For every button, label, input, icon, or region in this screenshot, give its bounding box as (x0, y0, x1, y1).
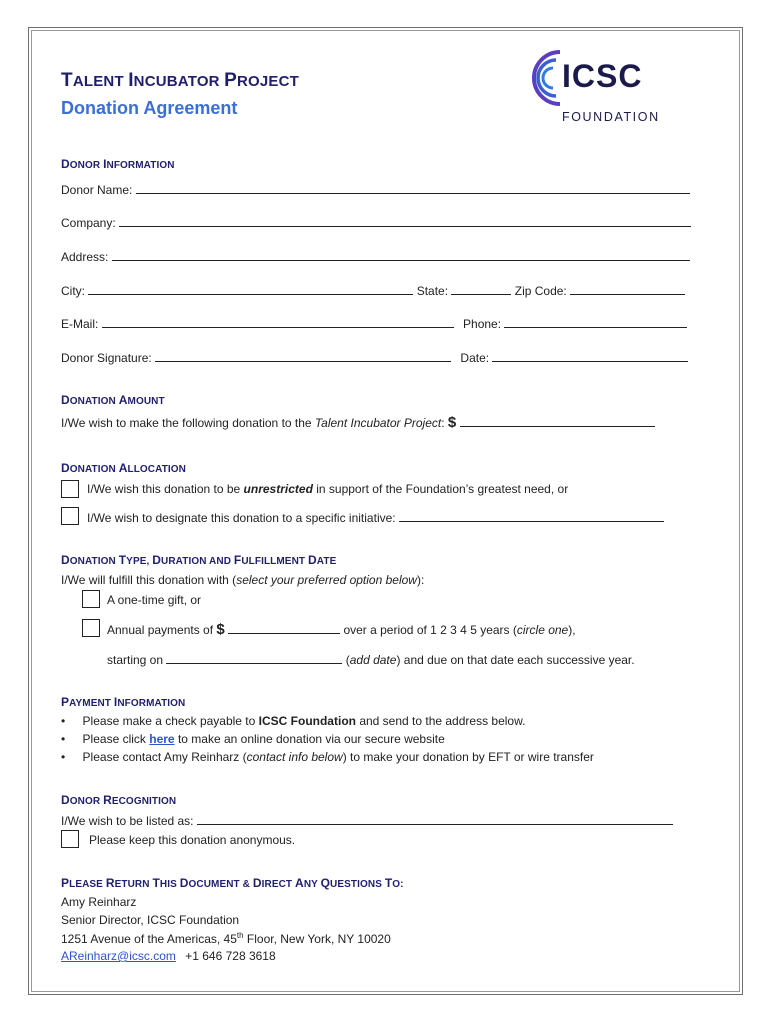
check-text-post: and send to the address below. (355, 714, 526, 728)
one-time-gift-checkbox[interactable] (82, 590, 100, 608)
start-date-post: ) and due on that date each successive year. (396, 653, 635, 667)
zip-label: Zip Code: (514, 284, 567, 298)
contact-email-link[interactable]: AReinharz@icsc.com (61, 949, 176, 963)
document-title: TALENT INCUBATOR PROJECT (61, 70, 300, 91)
logo-subtext: FOUNDATION (562, 110, 660, 124)
address-field[interactable] (112, 249, 690, 261)
address-post: Floor, New York, NY 10020 (243, 932, 391, 946)
annual-text-post: ), (568, 623, 576, 637)
donor-name-label: Donor Name: (61, 183, 133, 197)
email-row (61, 316, 687, 331)
signature-row (61, 350, 688, 365)
initiative-field[interactable] (399, 510, 664, 522)
donor-name-row (61, 182, 690, 197)
donor-info-heading: DONOR INFORMATION (61, 157, 175, 171)
eft-text-post: ) to make your donation by EFT or wire transfer (342, 750, 594, 764)
contact-note: contact info below (246, 750, 343, 764)
payee-name: ICSC Foundation (258, 714, 356, 728)
contact-role: Senior Director, ICSC Foundation (61, 913, 240, 927)
phone-label: Phone: (463, 317, 502, 331)
start-date-row (107, 652, 635, 667)
signature-field[interactable] (155, 350, 451, 362)
signature-label: Donor Signature: (61, 351, 152, 365)
project-name: Talent Incubator Project (314, 416, 442, 430)
city-field[interactable] (88, 283, 413, 295)
contact-name: Amy Reinharz (61, 895, 137, 909)
donor-name-field[interactable] (136, 182, 690, 194)
unrestricted-text-pre: I/We wish this donation to be (87, 482, 244, 496)
email-field[interactable] (102, 316, 454, 328)
annual-amount-field[interactable] (228, 622, 340, 634)
unrestricted-checkbox[interactable] (61, 480, 79, 498)
logo-text: ICSC (562, 58, 643, 94)
payment-bullet-eft (61, 750, 594, 764)
donation-amount-heading: DONATION AMOUNT (61, 393, 165, 407)
start-date-open-paren: ( (345, 653, 350, 667)
designate-text: I/We wish to designate this donation to a specific initiative: (87, 511, 396, 525)
contact-address (61, 931, 391, 946)
bullet-icon: • (61, 714, 66, 728)
company-row (61, 215, 691, 230)
donation-amount-text: I/We wish to make the following donation to the (61, 416, 315, 430)
donation-type-intro (61, 573, 424, 587)
annual-payments-row (107, 621, 576, 638)
listed-as-row (61, 813, 673, 828)
date-label: Date: (460, 351, 490, 365)
payment-bullet-check (61, 714, 525, 728)
donation-type-heading: DONATION TYPE, DURATION AND FULFILLMENT DATE (61, 553, 337, 567)
annual-payments-checkbox[interactable] (82, 619, 100, 637)
city-row (61, 283, 685, 298)
unrestricted-emphasis: unrestricted (243, 482, 313, 496)
address-row (61, 249, 690, 264)
check-text-pre: Please make a check payable to (82, 714, 259, 728)
contact-phone: +1 646 728 3618 (185, 949, 276, 963)
address-pre: 1251 Avenue of the Americas, 45 (61, 932, 237, 946)
add-date-note: add date (349, 653, 397, 667)
online-text-pre: Please click (82, 732, 150, 746)
zip-field[interactable] (570, 283, 685, 295)
city-label: City: (61, 284, 85, 298)
intro-pre: I/We will fulfill this donation with ( (61, 573, 237, 587)
designate-checkbox[interactable] (61, 507, 79, 525)
donation-amount-field[interactable] (460, 415, 655, 427)
payment-bullet-online (61, 732, 445, 746)
date-field[interactable] (492, 350, 688, 362)
anonymous-label: Please keep this donation anonymous. (89, 833, 296, 847)
document-subtitle: Donation Agreement (61, 98, 238, 118)
donation-amount-row (61, 414, 655, 431)
listed-as-field[interactable] (197, 813, 673, 825)
circle-one-note: circle one (516, 623, 569, 637)
donation-allocation-heading: DONATION ALLOCATION (61, 461, 186, 475)
start-date-label: starting on (107, 653, 167, 667)
dollar-sign: $ (447, 414, 457, 431)
company-field[interactable] (119, 215, 691, 227)
donor-recognition-heading: DONOR RECOGNITION (61, 793, 177, 807)
email-label: E-Mail: (61, 317, 99, 331)
one-time-gift-label: A one-time gift, or (107, 593, 202, 607)
intro-italic: select your preferred option below (236, 573, 417, 587)
eft-text-pre: Please contact Amy Reinharz ( (82, 750, 247, 764)
return-heading: PLEASE RETURN THIS DOCUMENT & DIRECT ANY QUESTIONS TO: (61, 876, 404, 890)
intro-post: ): (416, 573, 425, 587)
anonymous-checkbox[interactable] (61, 830, 79, 848)
annual-years-text[interactable]: over a period of 1 2 3 4 5 years ( (343, 623, 517, 637)
bullet-icon: • (61, 750, 66, 764)
annual-text-pre: Annual payments of (107, 623, 217, 637)
donation-amount-colon: : (441, 416, 445, 430)
state-field[interactable] (451, 283, 511, 295)
unrestricted-option (87, 482, 568, 496)
phone-field[interactable] (504, 316, 687, 328)
contact-email-phone (61, 949, 276, 963)
bullet-icon: • (61, 732, 66, 746)
listed-as-label: I/We wish to be listed as: (61, 814, 194, 828)
start-date-field[interactable] (166, 652, 342, 664)
address-ordinal: th (236, 931, 244, 940)
payment-info-heading: PAYMENT INFORMATION (61, 695, 186, 709)
designate-option (87, 510, 664, 525)
annual-dollar-sign: $ (216, 621, 225, 638)
address-label: Address: (61, 250, 109, 264)
unrestricted-text-post: in support of the Foundation’s greatest need, or (312, 482, 569, 496)
state-label: State: (416, 284, 449, 298)
company-label: Company: (61, 216, 116, 230)
online-donation-link[interactable]: here (149, 732, 175, 746)
online-text-post: to make an online donation via our secure website (174, 732, 445, 746)
